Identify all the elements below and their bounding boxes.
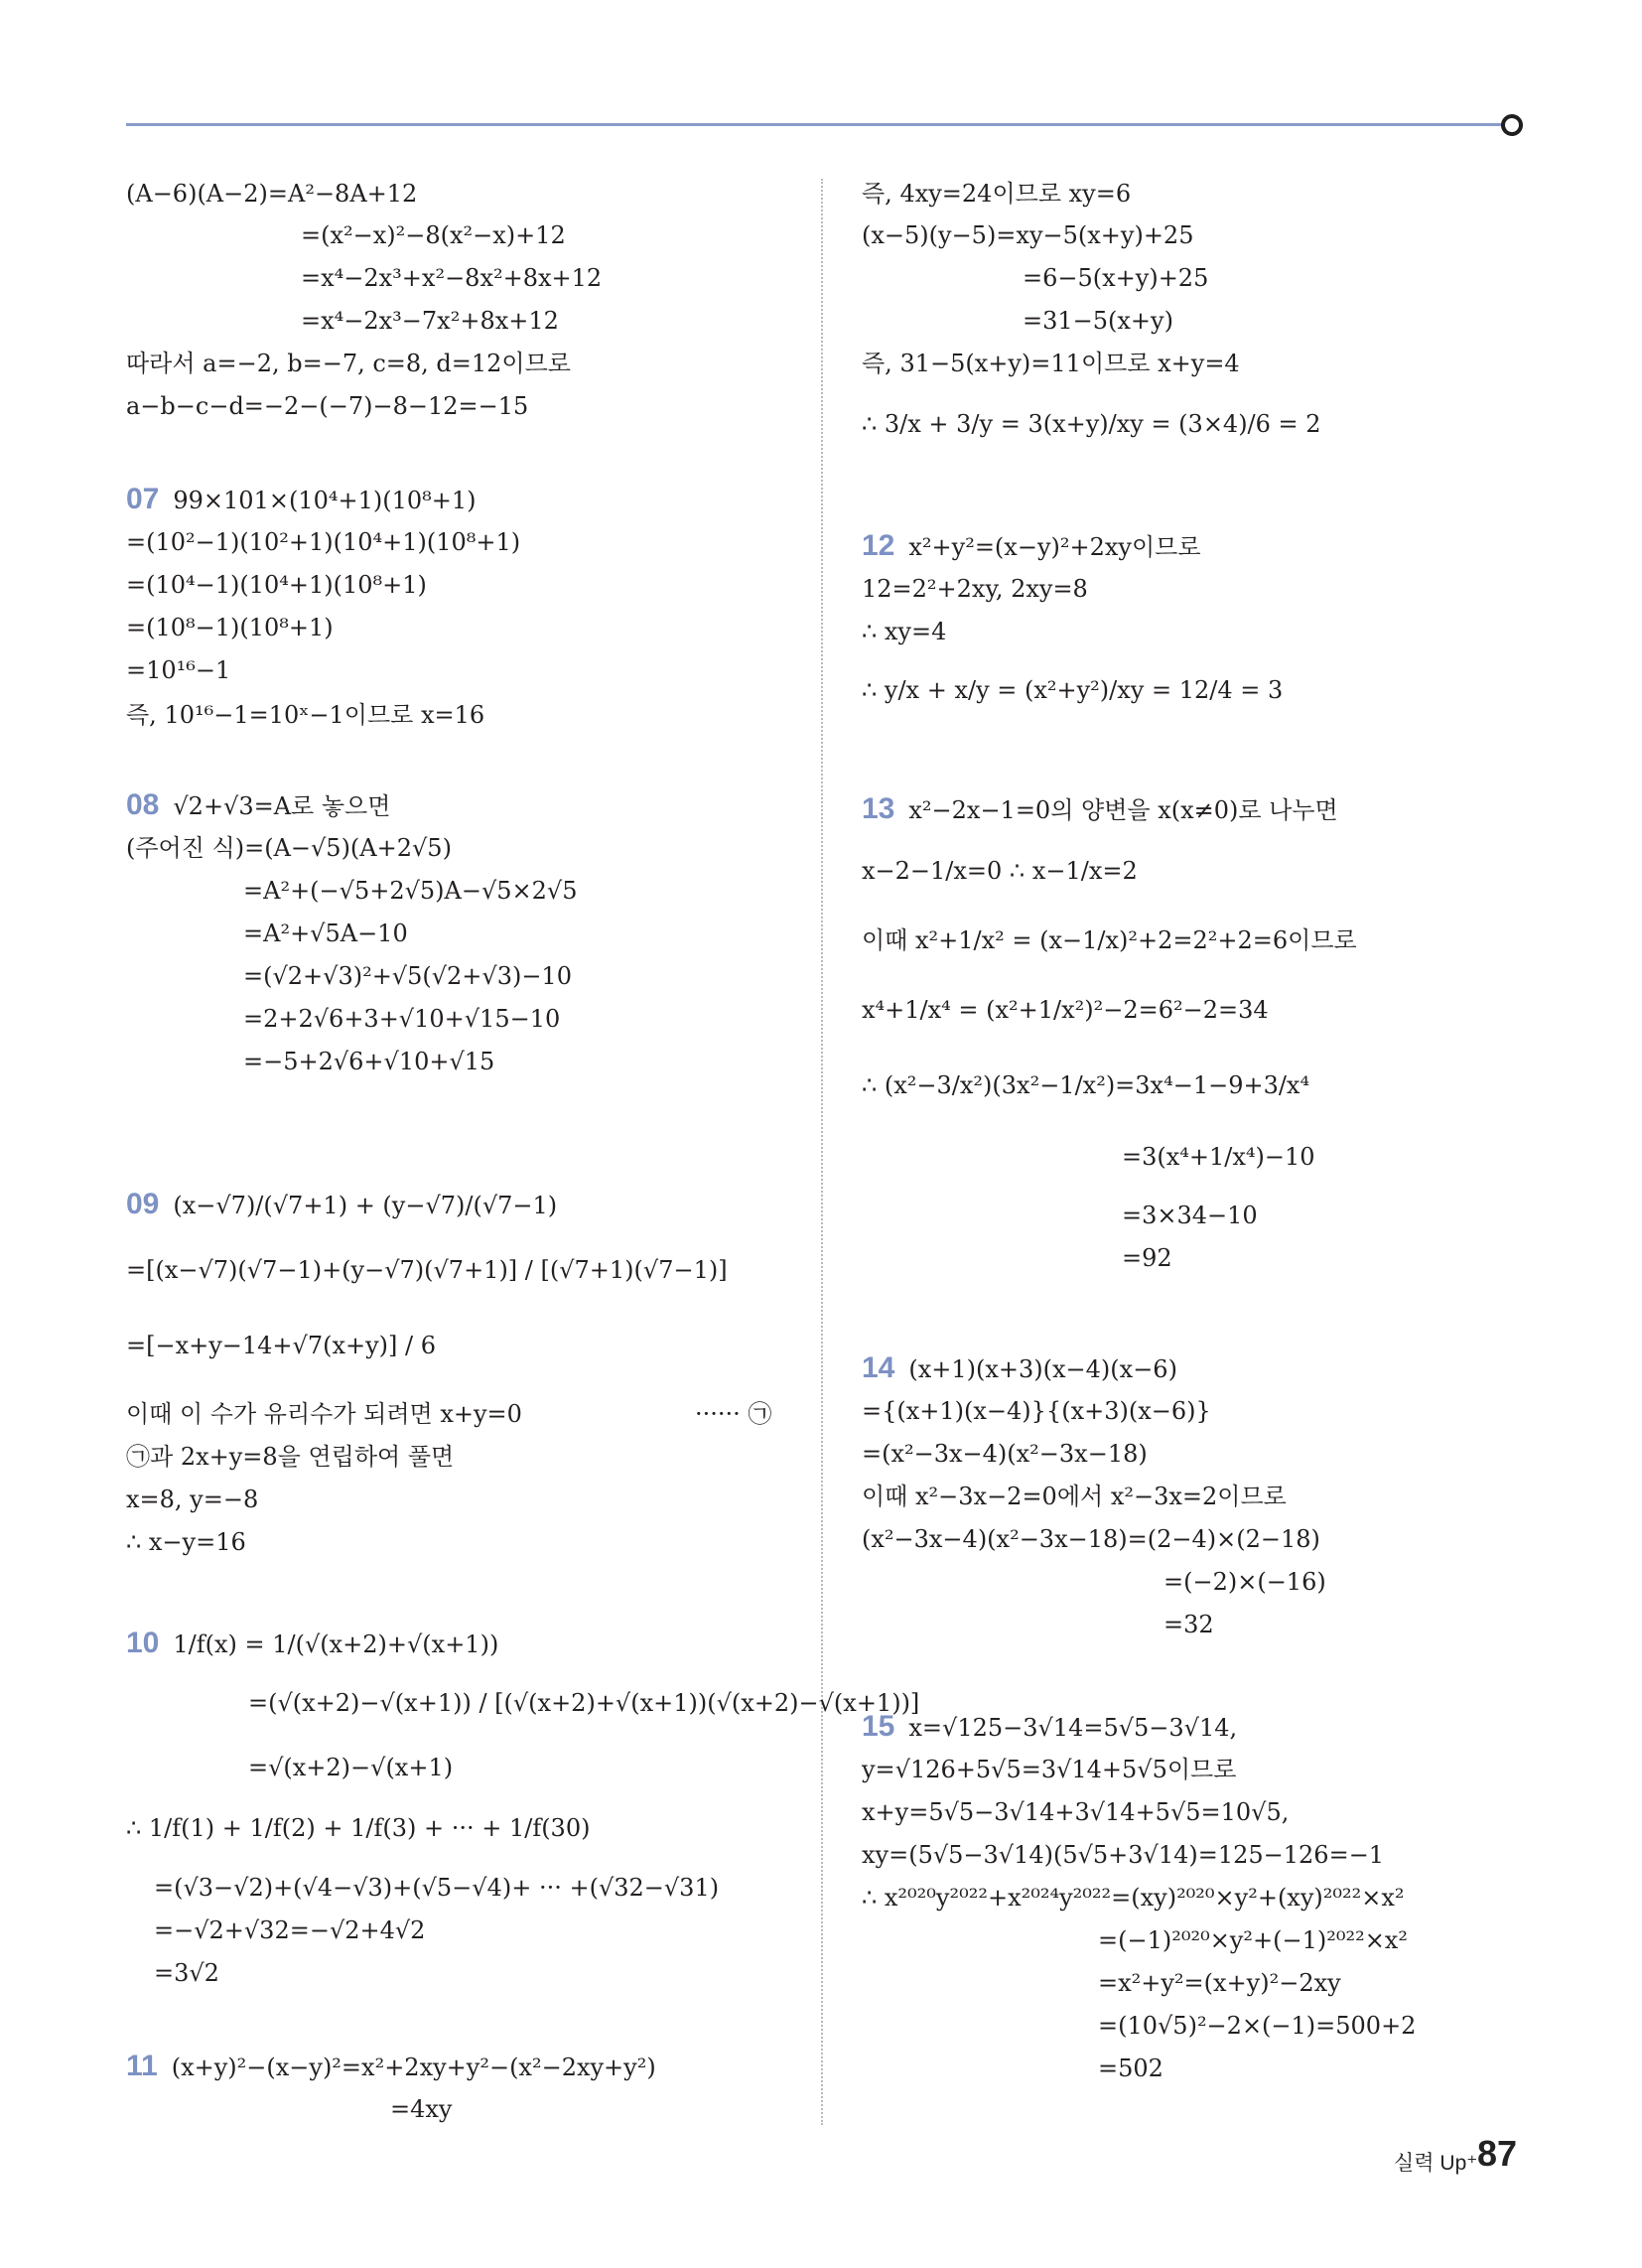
math-text: (x+1)(x+3)(x−4)(x−6) (908, 1355, 1177, 1383)
solution-line (243, 919, 408, 948)
solution-line (126, 179, 417, 209)
math-text: 이때 이 수가 유리수가 되려면 x+y=0 (126, 1400, 522, 1428)
solution-line (1023, 263, 1208, 293)
math-text: 즉, 10¹⁶−1=10ˣ−1이므로 x=16 (126, 701, 485, 729)
math-text: a−b−c−d=−2−(−7)−8−12=−15 (126, 392, 529, 420)
problem-line (126, 790, 390, 821)
problem-number: 14 (862, 1351, 895, 1384)
solution-line (126, 1485, 258, 1514)
math-text: =−5+2√6+√10+√15 (243, 1048, 495, 1075)
solution-line (1098, 1968, 1341, 1998)
math-text: =[(x−√7)(√7−1)+(y−√7)(√7+1)] / [(√7+1)(√7−1)] (126, 1256, 728, 1284)
solution-line (126, 1331, 436, 1360)
math-text: ={(x+1)(x−4)}{(x+3)(x−6)} (862, 1397, 1211, 1425)
solution-line (126, 655, 230, 685)
math-text: =502 (1098, 2055, 1163, 2082)
problem-line (862, 1353, 1177, 1384)
problem-number: 07 (126, 483, 160, 515)
math-text: ∴ 1/f(1) + 1/f(2) + 1/f(3) + ··· + 1/f(30) (126, 1814, 591, 1842)
problem-line (126, 1190, 557, 1220)
problem-number: 09 (126, 1188, 160, 1220)
problem-number: 08 (126, 788, 160, 821)
math-text: 99×101×(10⁴+1)(10⁸+1) (173, 487, 477, 514)
math-text: =[−x+y−14+√7(x+y)] / 6 (126, 1332, 437, 1359)
solution-line (862, 179, 1131, 209)
math-text: =−√2+√32=−√2+4√2 (154, 1916, 426, 1944)
math-text: =32 (1163, 1611, 1214, 1638)
solution-line (862, 675, 1283, 705)
solution-line (126, 700, 484, 730)
math-text: =(√3−√2)+(√4−√3)+(√5−√4)+ ··· +(√32−√31) (154, 1874, 720, 1902)
solution-line (1098, 1925, 1408, 1955)
solution-line (862, 1524, 1320, 1554)
math-text: =6−5(x+y)+25 (1023, 264, 1209, 292)
problem-number: 15 (862, 1710, 895, 1743)
solution-line (1122, 1201, 1258, 1230)
solution-line (862, 856, 1138, 886)
problem-line (126, 2052, 656, 2082)
math-text: =3√2 (154, 1959, 219, 1987)
page-number: 87 (1477, 2133, 1518, 2174)
math-text: √2+√3=A로 놓으면 (173, 792, 391, 820)
solution-line (248, 1688, 919, 1718)
math-text: (x+y)²−(x−y)²=x²+2xy+y²−(x²−2xy+y²) (171, 2054, 656, 2081)
solution-line (862, 1840, 1384, 1870)
math-text: =(10⁴−1)(10⁴+1)(10⁸+1) (126, 571, 427, 599)
solution-line (126, 570, 427, 600)
problem-line (862, 531, 1201, 562)
solution-line (1163, 1567, 1326, 1597)
math-text: 12=2²+2xy, 2xy=8 (862, 575, 1088, 603)
solution-line (243, 1047, 494, 1076)
math-text: =3×34−10 (1122, 1202, 1258, 1229)
math-text: x⁴+1/x⁴ = (x²+1/x²)²−2=6²−2=34 (862, 996, 1269, 1024)
math-text: (A−6)(A−2)=A²−8A+12 (126, 180, 418, 208)
math-text: (주어진 식)=(A−√5)(A+2√5) (126, 834, 452, 862)
solution-line (862, 349, 1240, 378)
math-text: ∴ y/x + x/y = (x²+y²)/xy = 12/4 = 3 (862, 676, 1284, 704)
math-text: =2+2√6+3+√10+√15−10 (243, 1005, 561, 1033)
problem-line (126, 485, 476, 515)
solution-line (301, 306, 559, 336)
solution-line (126, 391, 528, 421)
solution-line (154, 1873, 719, 1903)
math-text: =x⁴−2x³+x²−8x²+8x+12 (301, 264, 603, 292)
footer-book-label: 실력 Up⁺ (1394, 2152, 1478, 2175)
problem-line (126, 1629, 498, 1659)
math-text: =(x²−x)²−8(x²−x)+12 (301, 221, 566, 249)
problem-line (862, 1712, 1237, 1743)
math-text: ∴ x−y=16 (126, 1528, 246, 1556)
solution-line (695, 1399, 771, 1429)
math-text: x²−2x−1=0의 양변을 x(x≠0)로 나누면 (908, 796, 1338, 824)
solution-line (301, 220, 566, 250)
math-text: x+y=5√5−3√14+3√14+5√5=10√5, (862, 1798, 1290, 1826)
solution-line (126, 1442, 454, 1472)
math-text: 즉, 31−5(x+y)=11이므로 x+y=4 (862, 350, 1240, 377)
solution-line (1098, 2054, 1163, 2083)
math-text: =(√(x+2)−√(x+1)) / [(√(x+2)+√(x+1))(√(x+2)−√(x+1))] (248, 1689, 920, 1717)
header-rule-end-dot (1501, 114, 1523, 136)
solution-line (243, 961, 572, 991)
solution-line (126, 1813, 590, 1843)
solution-line (154, 1915, 425, 1945)
math-text: 이때 x²+1/x² = (x−1/x)²+2=2²+2=6이므로 (862, 926, 1357, 954)
solution-line (862, 1482, 1287, 1511)
solution-line (862, 574, 1088, 604)
math-text: 이때 x²−3x−2=0에서 x²−3x=2이므로 (862, 1483, 1287, 1510)
math-text: =3(x⁴+1/x⁴)−10 (1122, 1143, 1315, 1171)
solution-line (862, 220, 1193, 250)
math-text: =92 (1122, 1244, 1172, 1272)
column-divider (821, 179, 823, 2125)
header-rule (126, 123, 1511, 126)
solution-line (301, 263, 602, 293)
math-text: =(10⁸−1)(10⁸+1) (126, 614, 334, 641)
solution-line (862, 925, 1357, 955)
math-text: x=8, y=−8 (126, 1486, 259, 1513)
solution-line (126, 1399, 522, 1429)
math-text: =31−5(x+y) (1023, 307, 1173, 335)
math-text: ㉠과 2x+y=8을 연립하여 풀면 (126, 1443, 455, 1471)
math-text: ······ ㉠ (695, 1400, 772, 1428)
math-text: 따라서 a=−2, b=−7, c=8, d=12이므로 (126, 350, 571, 377)
solution-line (126, 833, 452, 863)
math-text: (x²−3x−4)(x²−3x−18)=(2−4)×(2−18) (862, 1525, 1320, 1553)
math-text: ∴ 3/x + 3/y = 3(x+y)/xy = (3×4)/6 = 2 (862, 410, 1321, 438)
math-text: x²+y²=(x−y)²+2xy이므로 (908, 533, 1201, 561)
solution-line (1098, 2011, 1416, 2041)
solution-line (243, 876, 577, 906)
math-text: =(√2+√3)²+√5(√2+√3)−10 (243, 962, 572, 990)
solution-line (862, 1755, 1236, 1784)
math-text: =(10²−1)(10²+1)(10⁴+1)(10⁸+1) (126, 528, 521, 556)
math-text: =x⁴−2x³−7x²+8x+12 (301, 307, 559, 335)
solution-line (126, 1255, 728, 1285)
solution-line (862, 617, 946, 646)
math-text: ∴ (x²−3/x²)(3x²−1/x²)=3x⁴−1−9+3/x⁴ (862, 1071, 1310, 1099)
math-text: x−2−1/x=0 ∴ x−1/x=2 (862, 857, 1138, 885)
problem-number: 11 (126, 2050, 158, 2082)
math-text: =(−2)×(−16) (1163, 1568, 1326, 1596)
problem-number: 12 (862, 529, 895, 562)
math-text: xy=(5√5−3√14)(5√5+3√14)=125−126=−1 (862, 1841, 1385, 1869)
solution-line (390, 2094, 452, 2124)
problem-line (862, 794, 1338, 825)
solution-line (126, 613, 334, 642)
solution-line (126, 349, 571, 378)
math-text: =√(x+2)−√(x+1) (248, 1754, 454, 1781)
solution-line (1163, 1610, 1214, 1639)
math-text: y=√126+5√5=3√14+5√5이므로 (862, 1756, 1237, 1783)
solution-line (862, 1439, 1148, 1469)
math-text: =4xy (390, 2095, 453, 2123)
solution-line (1122, 1142, 1315, 1172)
solution-line (126, 1527, 246, 1557)
math-text: =A²+(−√5+2√5)A−√5×2√5 (243, 877, 578, 905)
math-text: =(10√5)²−2×(−1)=500+2 (1098, 2012, 1417, 2040)
math-text: =(x²−3x−4)(x²−3x−18) (862, 1440, 1148, 1468)
math-text: =x²+y²=(x+y)²−2xy (1098, 1969, 1341, 1997)
solution-line (862, 995, 1269, 1025)
solution-line (126, 527, 520, 557)
math-text: ∴ x²⁰²⁰y²⁰²²+x²⁰²⁴y²⁰²²=(xy)²⁰²⁰×y²+(xy)²⁰²²×x² (862, 1884, 1405, 1912)
math-text: 1/f(x) = 1/(√(x+2)+√(x+1)) (173, 1630, 499, 1658)
math-text: x=√125−3√14=5√5−3√14, (908, 1714, 1238, 1742)
math-text: =A²+√5A−10 (243, 920, 408, 947)
solution-line (862, 409, 1321, 439)
solution-line (862, 1883, 1405, 1913)
math-text: ∴ xy=4 (862, 618, 947, 645)
solution-line (1122, 1243, 1172, 1273)
solution-line (862, 1797, 1289, 1827)
math-text: (x−√7)/(√7+1) + (y−√7)/(√7−1) (173, 1192, 558, 1219)
solution-line (154, 1958, 219, 1988)
math-text: (x−5)(y−5)=xy−5(x+y)+25 (862, 221, 1194, 249)
problem-number: 10 (126, 1627, 160, 1659)
solution-line (1023, 306, 1173, 336)
solution-line (862, 1070, 1309, 1100)
solution-line (243, 1004, 560, 1034)
problem-number: 13 (862, 792, 895, 825)
math-text: =(−1)²⁰²⁰×y²+(−1)²⁰²²×x² (1098, 1926, 1408, 1954)
solution-line (248, 1753, 453, 1782)
math-text: =10¹⁶−1 (126, 656, 231, 684)
solution-line (862, 1396, 1211, 1426)
math-text: 즉, 4xy=24이므로 xy=6 (862, 180, 1132, 208)
